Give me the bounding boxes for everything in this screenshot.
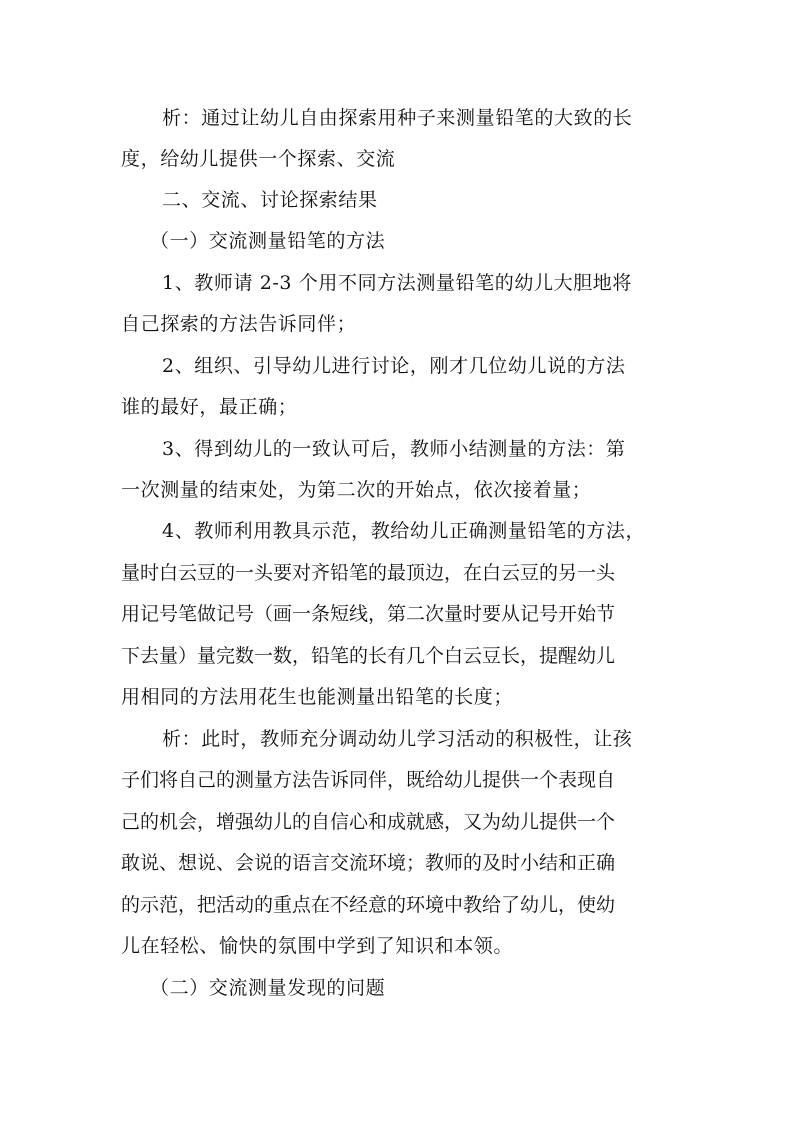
paragraph-line: 自己探索的方法告诉同伴； [121, 313, 357, 335]
paragraph-line: 的示范，把活动的重点在不经意的环境中教给了幼儿，使幼 [121, 894, 616, 916]
paragraph-line: 敢说、想说、会说的语言交流环境；教师的及时小结和正确 [121, 852, 616, 874]
paragraph-line: 一次测量的结束处，为第二次的开始点，依次接着量； [121, 479, 592, 501]
subsection-heading: （一）交流测量铅笔的方法 [150, 230, 386, 252]
paragraph-line: 儿在轻松、愉快的氛围中学到了知识和本领。 [121, 935, 514, 957]
paragraph-line: 2、组织、引导幼儿进行讨论，刚才几位幼儿说的方法 [162, 355, 626, 377]
paragraph-line: 3、得到幼儿的一致认可后，教师小结测量的方法：第 [162, 438, 626, 460]
paragraph-line: 4、教师利用教具示范，教给幼儿正确测量铅笔的方法， [162, 520, 646, 542]
section-heading: 二、交流、讨论探索结果 [162, 189, 378, 211]
paragraph-line: 下去量）量完数一数，铅笔的长有几个白云豆长，提醒幼儿 [121, 645, 616, 667]
paragraph-line: 用记号笔做记号（画一条短线，第二次量时要从记号开始节 [121, 603, 616, 625]
paragraph-line: 析：此时，教师充分调动幼儿学习活动的积极性，让孩 [162, 728, 633, 750]
paragraph-line: 谁的最好，最正确； [121, 396, 298, 418]
paragraph-line: 析：通过让幼儿自由探索用种子来测量铅笔的大致的长 [162, 107, 633, 129]
paragraph-line: 子们将自己的测量方法告诉同伴，既给幼儿提供一个表现自 [121, 769, 616, 791]
paragraph-line: 用相同的方法用花生也能测量出铅笔的长度； [121, 686, 514, 708]
subsection-heading: （二）交流测量发现的问题 [150, 977, 386, 999]
paragraph-line: 度，给幼儿提供一个探索、交流 [121, 148, 396, 170]
paragraph-line: 1、教师请 2-3 个用不同方法测量铅笔的幼儿大胆地将 [162, 272, 632, 294]
paragraph-line: 己的机会，增强幼儿的自信心和成就感，又为幼儿提供一个 [121, 811, 616, 833]
paragraph-line: 量时白云豆的一头要对齐铅笔的最顶边，在白云豆的另一头 [121, 562, 616, 584]
